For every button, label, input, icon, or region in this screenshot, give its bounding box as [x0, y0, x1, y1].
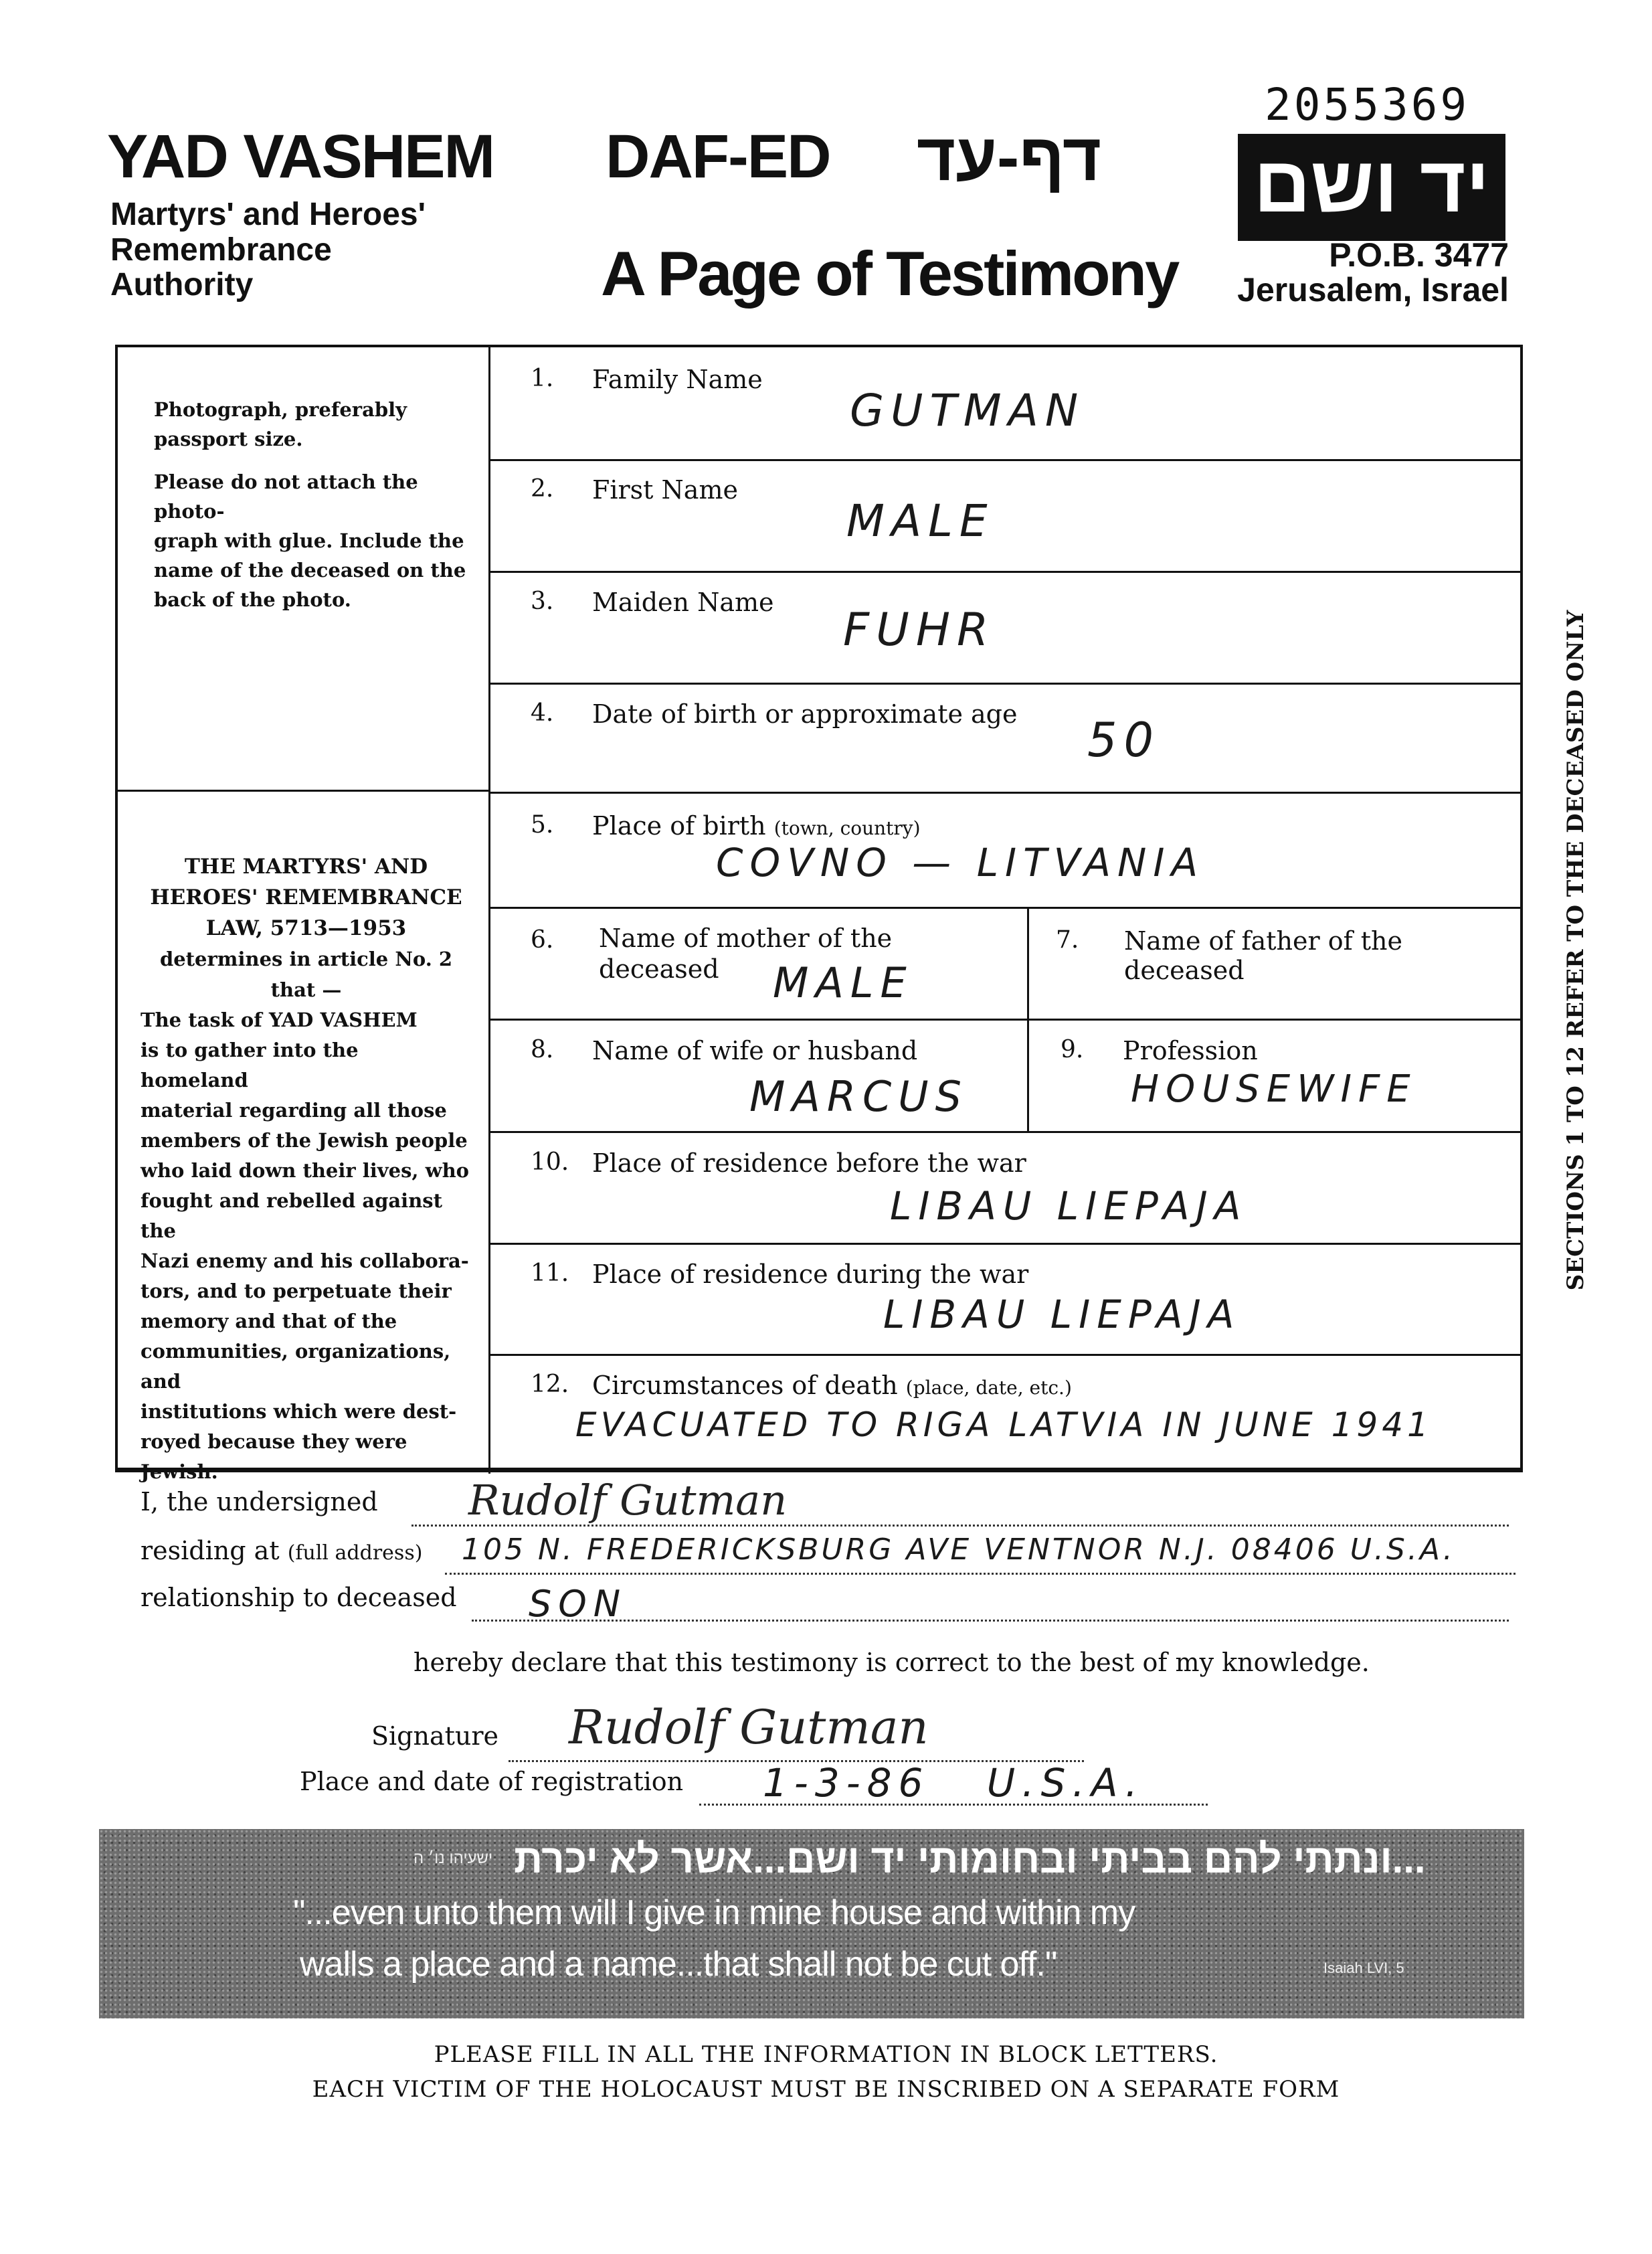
relationship-value[interactable]: SON [529, 1583, 628, 1625]
row-line-6 [488, 1019, 1523, 1021]
undersigned-line [411, 1525, 1509, 1527]
left-box-separator [115, 790, 490, 792]
law-line-1: THE MARTYRS' AND [184, 855, 428, 879]
yad-vashem-logo [1238, 134, 1505, 241]
law-body-2: is to gather into the homeland [141, 1039, 359, 1092]
address-line [445, 1573, 1516, 1575]
profession-value[interactable]: HOUSEWIFE [1131, 1067, 1417, 1111]
field-12-label [592, 1371, 1072, 1400]
field-11-label: Place of residence during the war [592, 1260, 1029, 1289]
declaration-statement: hereby declare that this testimony is correct to the best of my knowledge. [414, 1648, 1370, 1677]
row-line-7 [488, 1131, 1523, 1133]
row-line-8 [488, 1243, 1523, 1245]
footer-line-2: EACH VICTIM OF THE HOLOCAUST MUST BE INSCRIBED ON A SEPARATE FORM [312, 2076, 1340, 2103]
address-value[interactable]: 105 N. FREDERICKSBURG AVE VENTNOR N.J. 08406 U.S.A. [462, 1533, 1455, 1567]
law-line-2: HEROES' REMEMBRANCE [150, 885, 462, 909]
law-body-8: tors, and to perpetuate their [141, 1280, 452, 1302]
law-body-6: fought and rebelled against the [141, 1189, 443, 1242]
place-date-value[interactable]: 1-3-86 U.S.A. [763, 1760, 1145, 1806]
row-line-4 [488, 792, 1523, 794]
field-3-label: Maiden Name [592, 588, 774, 617]
field-9-number: 9. [1061, 1036, 1084, 1063]
field-9-label: Profession [1123, 1036, 1258, 1065]
field-6-label-1: Name of mother of the [599, 924, 893, 953]
law-text [141, 851, 472, 1487]
org-line-3: Authority [110, 267, 254, 302]
banner-hebrew: ...ונתתי להם בביתי ובחומותי יד ושם...אשר לא יכרת [514, 1836, 1426, 1881]
residence-before-war-value[interactable]: LIBAU LIEPAJA [890, 1183, 1248, 1229]
address-label [141, 1536, 422, 1565]
photo-instructions [154, 395, 468, 614]
field-3-number: 3. [531, 588, 554, 615]
field-6-number: 6. [531, 926, 554, 954]
law-body-3: material regarding all those [141, 1099, 447, 1122]
place-date-label: Place and date of registration [300, 1767, 684, 1796]
field-6-label-2: deceased [599, 954, 719, 984]
footer-line-1: PLEASE FILL IN ALL THE INFORMATION IN BLOCK LETTERS. [434, 2041, 1218, 2068]
law-body-11: institutions which were dest- [141, 1400, 457, 1423]
field-10-label: Place of residence before the war [592, 1148, 1026, 1178]
sections-side-note: SECTIONS 1 TO 12 REFER TO THE DECEASED ONLY [1562, 610, 1589, 1291]
photo-note-1: Please do not attach the photo- [154, 470, 418, 523]
mother-name-value[interactable]: MALE [773, 958, 913, 1007]
maiden-name-value[interactable]: FUHR [843, 604, 996, 657]
law-body-10: communities, organizations, and [141, 1340, 451, 1393]
family-name-value[interactable]: GUTMAN [850, 385, 1085, 436]
row-line-5 [488, 907, 1523, 909]
org-line-1: Martyrs' and Heroes' [110, 197, 426, 232]
signature-label: Signature [371, 1721, 499, 1751]
field-7-number: 7. [1056, 926, 1079, 954]
logo-hebrew-text: יד ושם [1253, 141, 1490, 229]
photo-note-4: back of the photo. [154, 588, 351, 611]
banner-ref: Isaiah LVI, 5 [1323, 1960, 1404, 1976]
field-8-label: Name of wife or husband [592, 1036, 918, 1065]
law-body-5: who laid down their lives, who [141, 1159, 470, 1182]
law-body-7: Nazi enemy and his collabora- [141, 1249, 469, 1272]
field-5-label-text: Place of birth [592, 811, 766, 841]
row-line-1 [488, 459, 1523, 461]
age-value[interactable]: 50 [1087, 713, 1161, 768]
banner-hebrew-ref: ישעיהו נו׳ ה [414, 1849, 493, 1867]
quote-banner [99, 1829, 1524, 2018]
undersigned-label: I, the undersigned [141, 1487, 378, 1516]
address-label-small: (full address) [287, 1541, 423, 1565]
org-line-2: Remembrance [110, 232, 332, 268]
field-11-number: 11. [531, 1260, 569, 1287]
law-line-5: that — [270, 978, 342, 1001]
photo-note-2: graph with glue. Include the [154, 529, 464, 552]
photo-line-2: passport size. [154, 428, 303, 450]
row-line-3 [488, 683, 1523, 685]
photo-line-1: Photograph, preferably [154, 398, 407, 421]
form-name: DAF-ED [606, 122, 830, 191]
spouse-name-value[interactable]: MARCUS [749, 1072, 969, 1121]
form-name-hebrew: דף-עד [917, 120, 1102, 195]
field-7-label-1: Name of father of the [1124, 926, 1402, 956]
law-body-4: members of the Jewish people [141, 1129, 468, 1152]
field-2-label: First Name [592, 475, 738, 505]
row-line-9 [488, 1354, 1523, 1356]
undersigned-signature[interactable]: Rudolf Gutman [468, 1476, 788, 1525]
field-5-label [592, 811, 921, 841]
field-12-label-small: (place, date, etc.) [905, 1377, 1072, 1399]
law-line-3: LAW, 5713—1953 [205, 916, 407, 940]
circumstances-of-death-value[interactable]: EVACUATED TO RIGA LATVIA IN JUNE 1941 [575, 1405, 1433, 1444]
relationship-label: relationship to deceased [141, 1583, 457, 1612]
form-title: A Page of Testimony [601, 238, 1178, 309]
first-name-value[interactable]: MALE [846, 495, 994, 547]
law-line-4: determines in article No. 2 [159, 948, 453, 970]
field-4-label: Date of birth or approximate age [592, 699, 1018, 729]
field-2-number: 2. [531, 475, 554, 503]
field-4-number: 4. [531, 699, 554, 727]
signature-value[interactable]: Rudolf Gutman [569, 1700, 929, 1755]
law-body-9: memory and that of the [141, 1310, 397, 1332]
serial-number: 2055369 [1265, 79, 1470, 131]
law-body-1: The task of YAD VASHEM [141, 1009, 418, 1031]
field-1-label: Family Name [592, 365, 763, 394]
birthplace-value[interactable]: COVNO — LITVANIA [716, 840, 1205, 885]
relationship-line [472, 1620, 1509, 1622]
field-12-label-text: Circumstances of death [592, 1371, 898, 1400]
photo-note-3: name of the deceased on the [154, 559, 466, 582]
org-name: YAD VASHEM [107, 122, 494, 191]
banner-quote-line-1: "...even unto them will I give in mine house and within my [293, 1893, 1135, 1932]
banner-quote-line-2: walls a place and a name...that shall not be cut off." [300, 1945, 1057, 1984]
field-10-number: 10. [531, 1148, 569, 1176]
city: Jerusalem, Israel [1237, 271, 1509, 309]
field-8-number: 8. [531, 1036, 554, 1063]
law-body-12: royed because they were Jewish. [141, 1430, 407, 1483]
mid-divider [1027, 907, 1029, 1131]
address-label-text: residing at [141, 1536, 280, 1565]
field-12-number: 12. [531, 1371, 569, 1398]
field-7-label-2: deceased [1124, 956, 1245, 985]
pob: P.O.B. 3477 [1329, 236, 1509, 274]
field-1-number: 1. [531, 365, 554, 392]
field-5-label-small: (town, country) [773, 817, 921, 839]
left-column-divider [488, 345, 490, 1474]
row-line-2 [488, 571, 1523, 573]
residence-during-war-value[interactable]: LIBAU LIEPAJA [883, 1292, 1241, 1337]
field-5-number: 5. [531, 811, 554, 839]
